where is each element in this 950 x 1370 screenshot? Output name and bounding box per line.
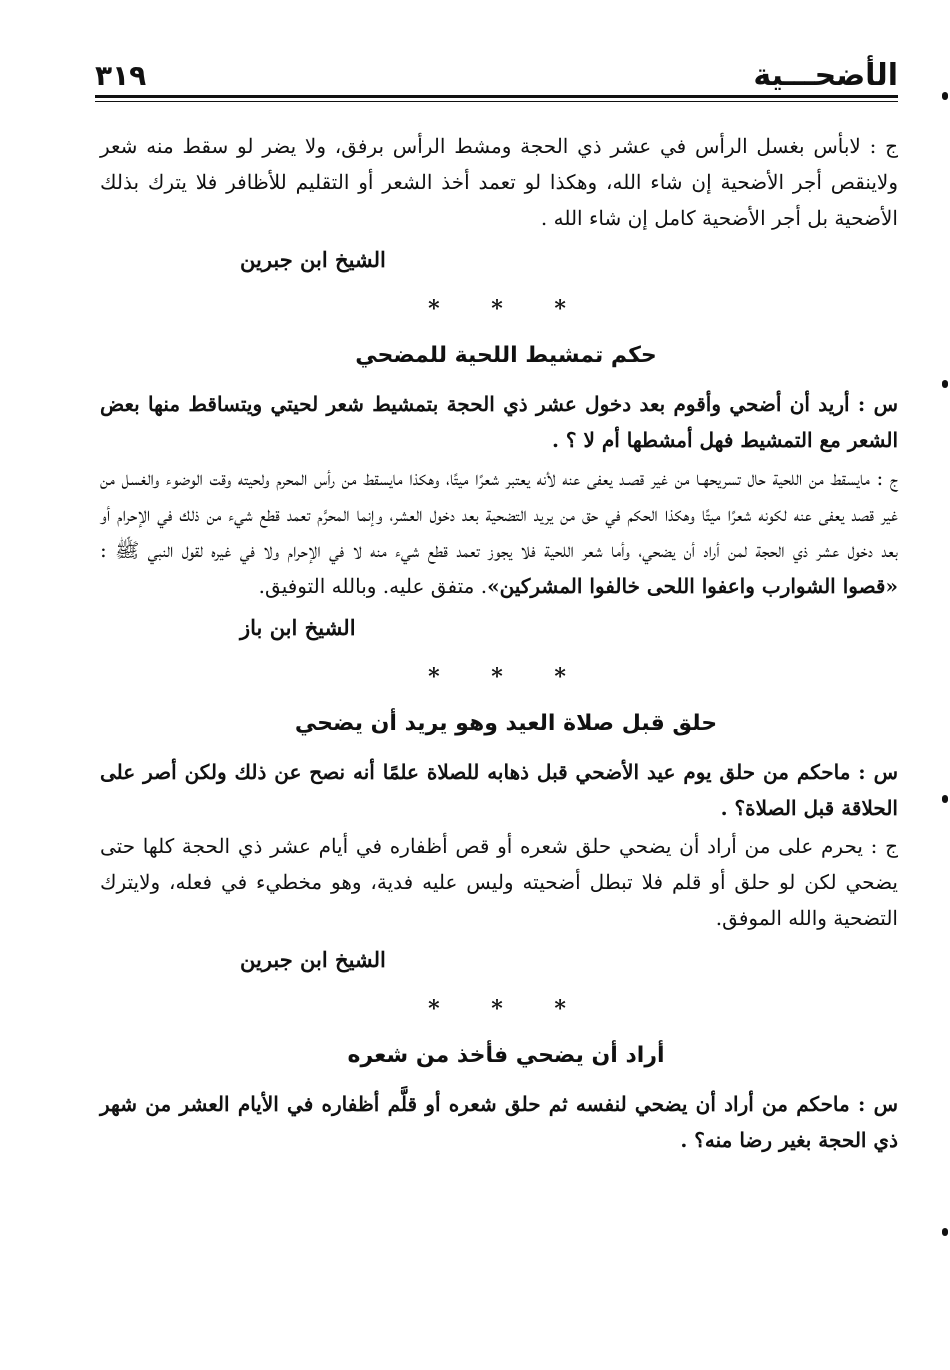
answer-text-end: . متفق عليه. وبالله التوفيق. [258, 574, 488, 598]
hadith-quote: «قصوا الشوارب واعفوا اللحى خالفوا المشركين» [487, 574, 898, 598]
section-separator: * * * [428, 664, 588, 690]
section-title: حكم تمشيط اللحية للمضحي [355, 343, 657, 368]
scan-mark [942, 795, 948, 803]
question-paragraph: س : ماحكم من حلق يوم عيد الأضحي قبل ذهابه للصلاة علمًا أنه نصح عن ذلك ولكن أصر على الحلاقة قبل الصلاة؟ . [100, 760, 898, 820]
scan-mark [942, 1228, 948, 1236]
section-separator: * * * [428, 296, 588, 322]
signature: الشيخ ابن جبرين [240, 947, 386, 972]
signature: الشيخ ابن جبرين [240, 247, 386, 272]
page-body [100, 128, 898, 1158]
header-rule-thin [95, 101, 898, 102]
question-paragraph: س : أريد أن أضحي وأقوم بعد دخول عشر ذي الحجة بتمشيط شعر لحيتي ويتساقط منها بعض الشعر مع التمشيط فهل أمشطها أم لا ؟ . [100, 392, 898, 452]
scan-mark [942, 92, 948, 100]
answer-paragraph [100, 460, 898, 604]
signature: الشيخ ابن باز [240, 615, 356, 640]
section-title: حلق قبل صلاة العيد وهو يريد أن يضحي [294, 711, 718, 736]
scan-mark [942, 380, 948, 388]
header-title: الأضحـــية [753, 58, 898, 93]
section-title: أراد أن يضحي فأخذ من شعره [347, 1043, 665, 1068]
answer-text: ج : مايسقط من اللحية حال تسريحهـا من غير قصـد يعفى عنه لأنه يعتبر شعرًا ميتًا، وهكذا مايسقط من رأس المحرم ولحيته وقت الوضوء والغسل من غير قصد يعفى عنه لكونه شعرًا ميتًا وهكذا الحكم في حق من يريد التضحية بعد دخول العشر، وإنما المحرَّم تعمد قطع شيء من ذلك في الإحرام أو بعد دخول عشر ذي الحجة لمن أراد أن يضحي، وأما شعر اللحية فلا يجوز تعمد قطع شيء منه لا في الإحرام ولا في غيره لقول النبي ﷺ : [100, 466, 898, 562]
running-header [95, 55, 898, 97]
question-paragraph: س : ماحكم من أراد أن يضحي لنفسه ثم حلق شعره أو قلَّم أظفاره في الأيام العشر من شهر ذي الحجة بغير رضا منه؟ . [100, 1092, 898, 1152]
answer-paragraph: ج : يحرم على من أراد أن يضحي حلق شعره أو قص أظفاره في أيام عشر ذي الحجة كلها حتى يضحي لكن لو حلق أو قلم فلا تبطل أضحيته وليس عليه فدية، وهو مخطيء في فعله، ولايترك التضحية والله الموفق. [100, 834, 898, 930]
page-number: ٣١٩ [95, 59, 147, 92]
section-separator: * * * [428, 996, 588, 1022]
header-rule-thick [95, 95, 898, 98]
answer-paragraph: ج : لابأس بغسل الرأس في عشر ذي الحجة ومشط الرأس برفق، ولا يضر لو سقط منه شعر ولاينقص أجر الأضحية إن شاء الله، وهكذا لو تعمد أخذ الشعر أو التقليم للأظافر فلا يترك بذلك الأضحية بل أجر الأضحية كامل إن شاء الله . [100, 134, 898, 230]
